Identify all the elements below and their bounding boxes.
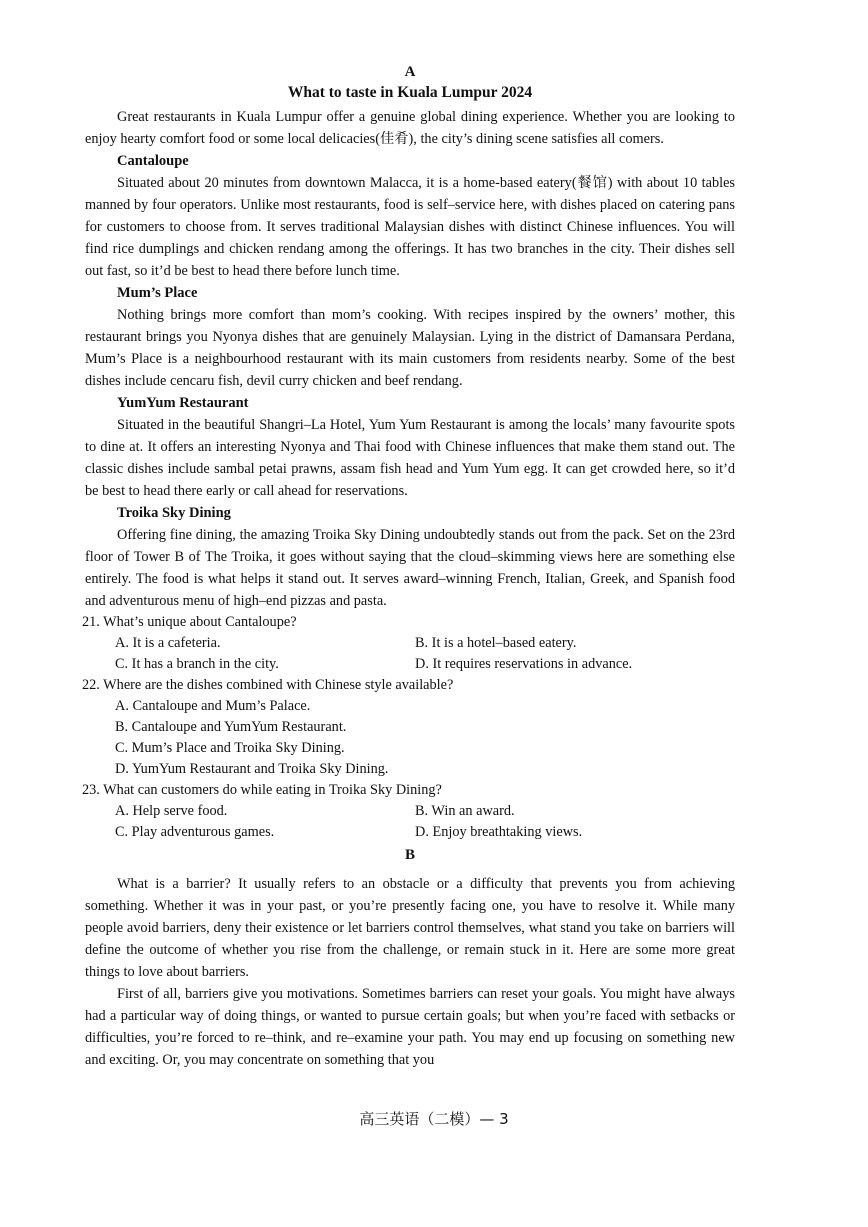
restaurant-text-mums-place: Nothing brings more comfort than mom’s cooking. With recipes inspired by the owners’ mother, this restaurant brings you Nyonya dishes that are genuinely Malaysian. Lying in the district of Damansara Perdana, Mum’s Place is a neighbourhood restaurant with its main customers from residents nearby. Some of the best dishes include cencaru fish, devil curry chicken and beef rendang. (85, 307, 735, 389)
page-footer: 高三英语（二模）— 3 (359, 1110, 509, 1128)
question-22-stem: 22. Where are the dishes combined with Chinese style available? (82, 677, 454, 693)
restaurant-text-cantaloupe: Situated about 20 minutes from downtown Malacca, it is a home-based eatery(餐馆) with about 10 tables manned by four operators. Unlike most restaurants, food is self–service here, with dishes placed on catering pans for customers to choose from. It serves traditional Malaysian dishes with distinct Chinese influences. You will find rice dumplings and chicken rendang among the offerings. It has two branches in the city. Their dishes sell out fast, so it’d be best to head there before lunch time. (85, 175, 735, 279)
restaurant-heading-mums-place: Mum’s Place (117, 285, 198, 301)
option-a[interactable]: A. Cantaloupe and Mum’s Palace. (115, 698, 311, 714)
intro-paragraph: Great restaurants in Kuala Lumpur offer a genuine global dining experience. Whether you are looking to enjoy hearty comfort food or some local delicacies(佳肴), the city’s dining scene satisfies all comers. (85, 109, 735, 147)
option-a[interactable]: A. Help serve food. (115, 803, 228, 819)
section-letter-b: B (404, 847, 415, 863)
option-a[interactable]: A. It is a cafeteria. (115, 635, 221, 651)
option-c[interactable]: C. Mum’s Place and Troika Sky Dining. (115, 740, 345, 756)
question-23-options (85, 801, 735, 843)
option-b[interactable]: B. Cantaloupe and YumYum Restaurant. (115, 719, 347, 735)
page-content (82, 62, 735, 1071)
passage-title: What to taste in Kuala Lumpur 2024 (287, 84, 533, 101)
restaurant-heading-yumyum: YumYum Restaurant (117, 395, 249, 411)
option-d[interactable]: D. YumYum Restaurant and Troika Sky Dining. (115, 761, 389, 777)
restaurant-text-yumyum: Situated in the beautiful Shangri–La Hotel, Yum Yum Restaurant is among the locals’ many favourite spots to dine at. It offers an interesting Nyonya and Thai food with Chinese influences that make them stand out. The classic dishes include sambal petai prawns, assam fish head and Yum Yum egg. It can get crowded here, so it’d be best to head there early or call ahead for reservations. (85, 417, 735, 499)
passage-b-paragraph-2: First of all, barriers give you motivations. Sometimes barriers can reset your goals. You might have always had a particular way of doing things, or wanted to pursue certain goals; but when you’re faced with setbacks or difficulties, you’re forced to re–think, and re–examine your path. You may end up focusing on something new and exciting. Or, you may concentrate on something that you (85, 986, 735, 1068)
question-23-stem: 23. What can customers do while eating in Troika Sky Dining? (82, 782, 442, 798)
option-d[interactable]: D. Enjoy breathtaking views. (415, 824, 583, 840)
option-c[interactable]: C. Play adventurous games. (115, 824, 275, 840)
passage-b-paragraph-1: What is a barrier? It usually refers to an obstacle or a difficulty that prevents you from achieving something. Whether it was in your past, or you’re presently facing one, you have to resolve it. While many people avoid barriers, deny their existence or let barriers control themselves, what stand you take on barriers will define the outcome of whether you rise from the challenge, or remain stuck in it. Here are some more great things to love about barriers. (85, 876, 735, 980)
option-d[interactable]: D. It requires reservations in advance. (415, 656, 633, 672)
question-22-options (85, 696, 735, 780)
restaurant-heading-cantaloupe: Cantaloupe (117, 153, 189, 169)
restaurant-heading-troika: Troika Sky Dining (117, 505, 231, 521)
option-b[interactable]: B. It is a hotel–based eatery. (415, 635, 577, 651)
restaurant-text-troika: Offering fine dining, the amazing Troika Sky Dining undoubtedly stands out from the pack. Set on the 23rd floor of Tower B of The Troika, it goes without saying that the cloud–skimming views here are something else entirely. The food is what helps it stand out. It serves award–winning French, Italian, Greek, and Spanish food and adventurous menu of high–end pizzas and pasta. (85, 527, 735, 609)
question-21-options (85, 633, 735, 675)
option-b[interactable]: B. Win an award. (415, 803, 515, 819)
question-21-stem: 21. What’s unique about Cantaloupe? (82, 614, 297, 630)
option-c[interactable]: C. It has a branch in the city. (115, 656, 279, 672)
section-letter-a: A (404, 64, 416, 80)
